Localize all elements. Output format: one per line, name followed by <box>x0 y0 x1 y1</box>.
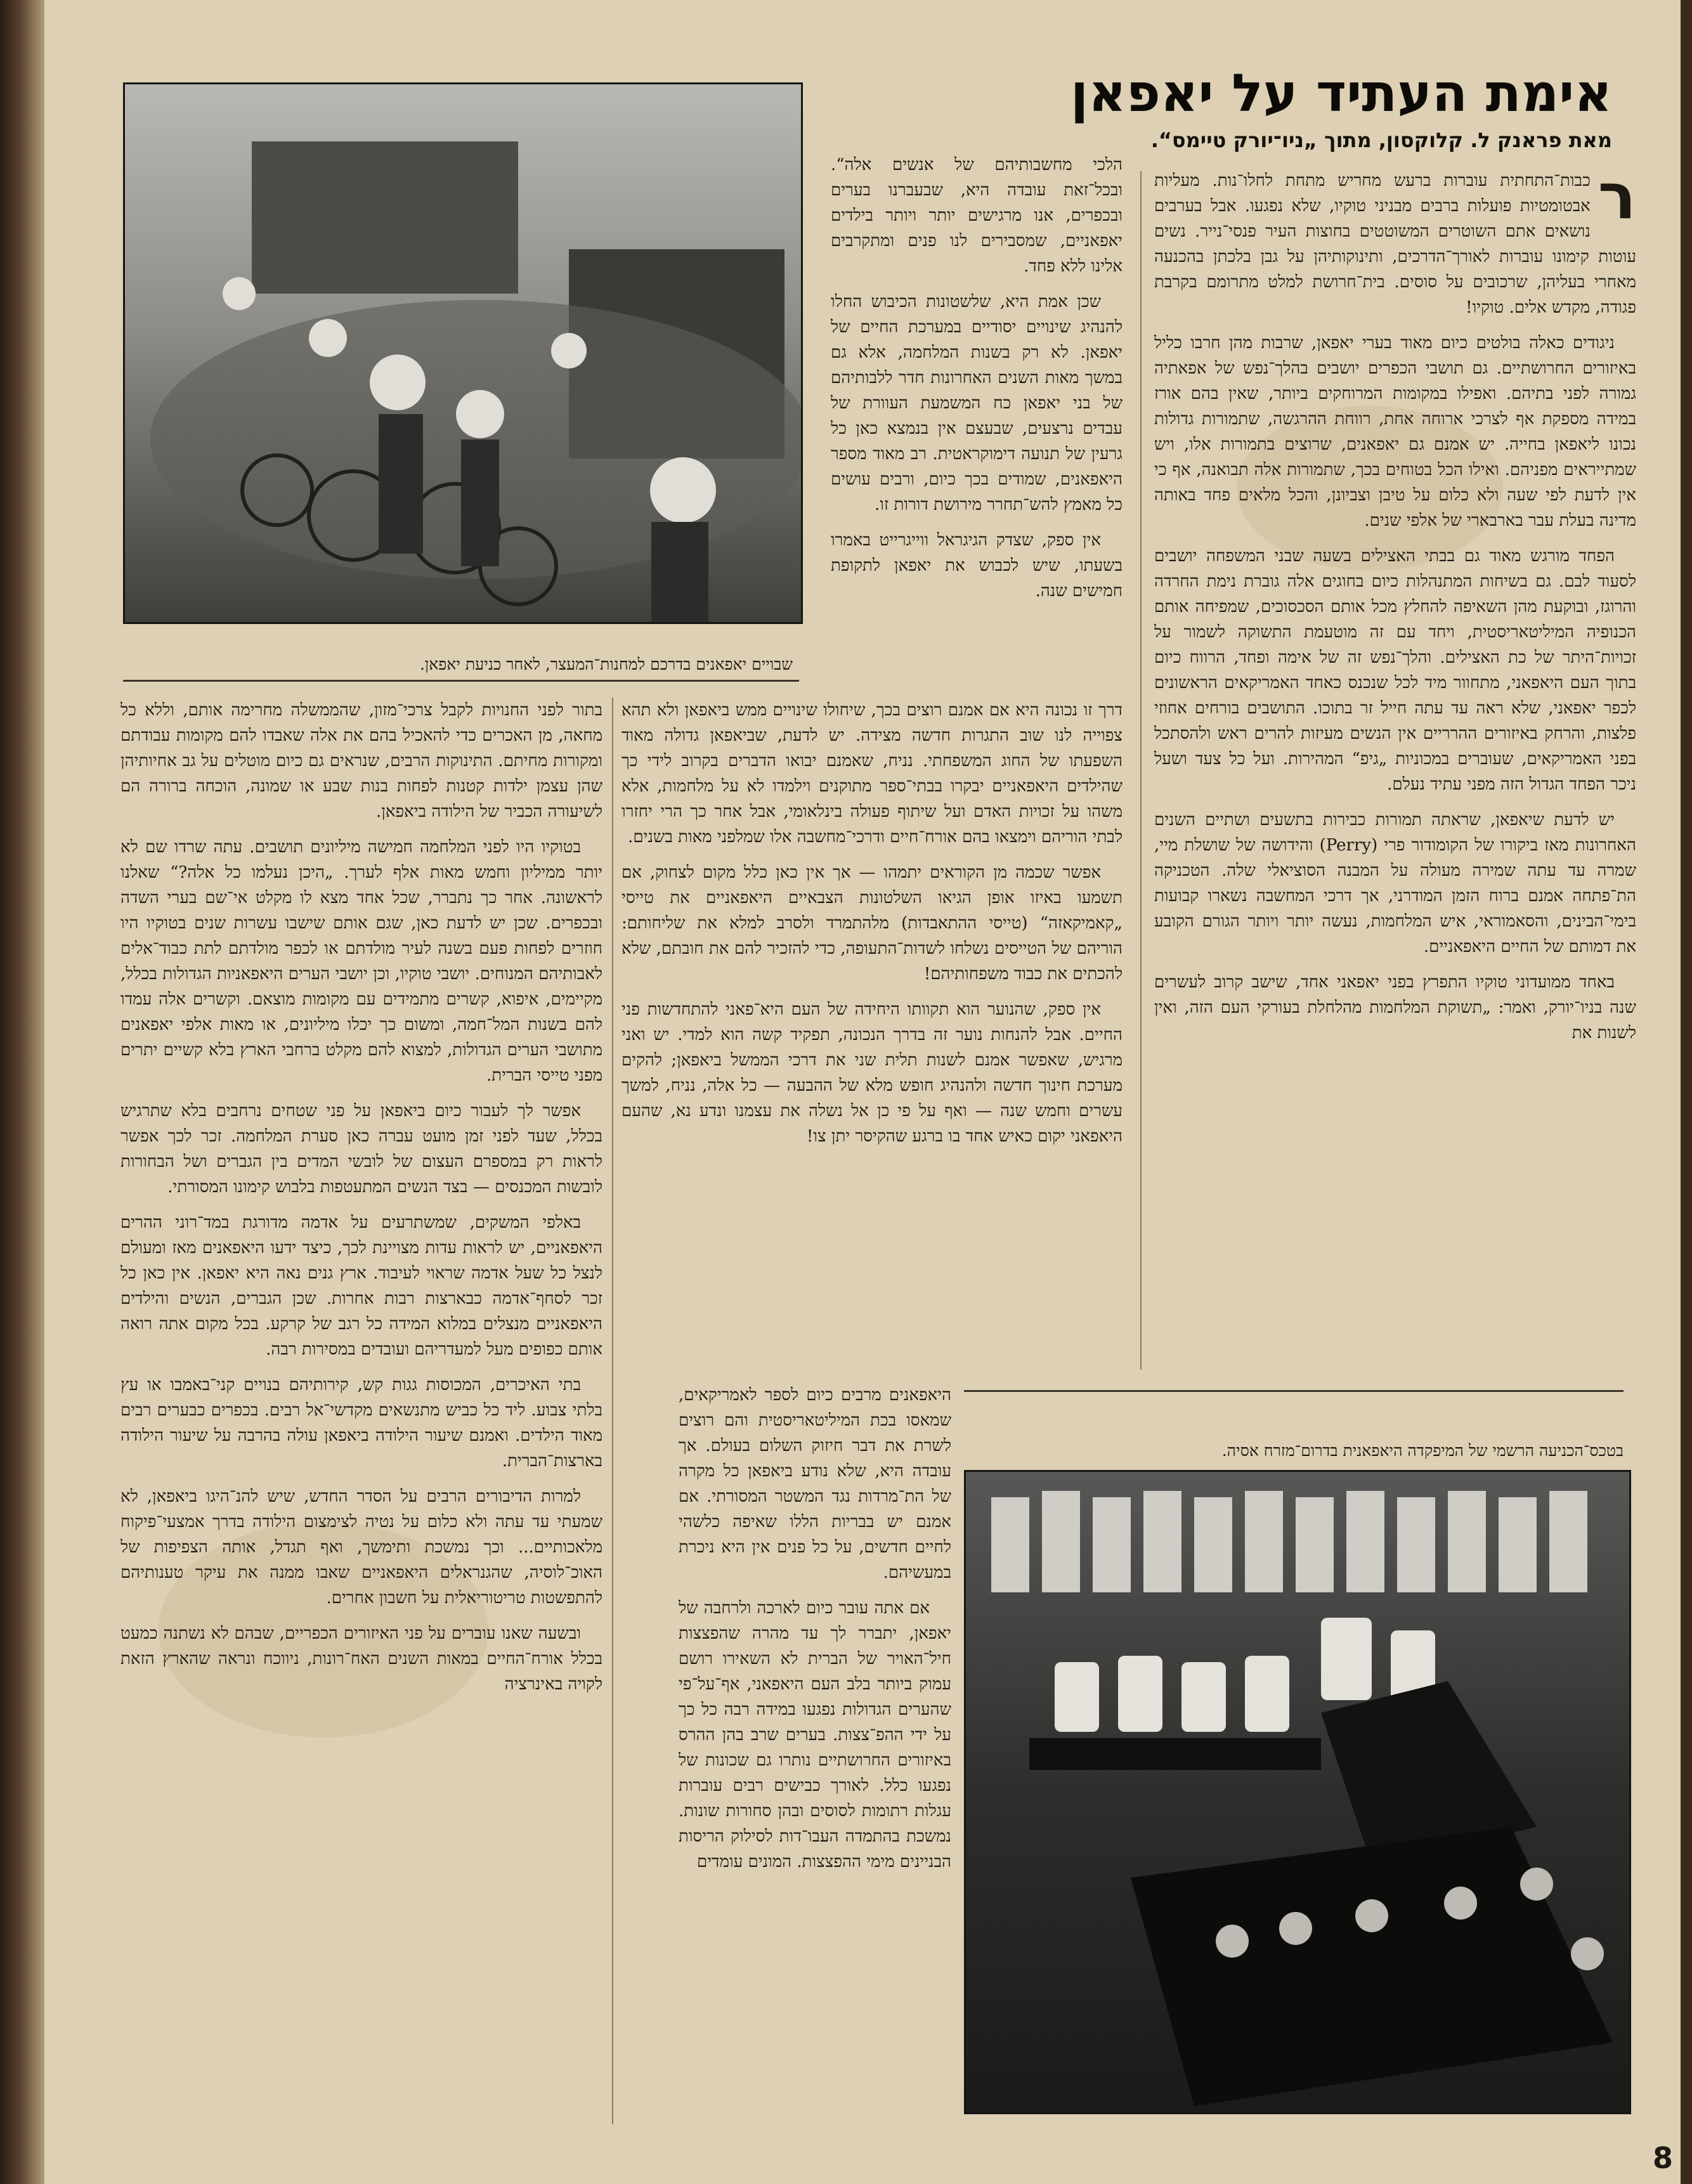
paragraph: שכן אמת היא, שלשטונות הכיבוש החלו להנהיג שינויים יסודיים במערכת החיים של יאפאן. לא רק בשנות המלחמה, אלא גם במשך מאות השנים האחרונות חדר ללבותיהם של בני יאפאן כח המשמעת העוורת של עבדים נרצעים, שבעצם אין בנמצא כאן כל גרעין של תנועה דימוקראטית. רב מאוד מספר היאפאנים, שמודים בכך כיום, ורבים עושים כל מאמץ להש־תחרר מירושת דורות זו. <box>831 292 1123 514</box>
paragraph: בתור לפני החנויות לקבל צרכי־מזון, שהממשלה מחרימה אותם, וללא כל מחאה, מן האכרים כדי להאכיל בהם את אלה שאבדו להם מקומות עבודתם ומקורות מחיתם. התינוקות הרבים, שנראים גם כיום מוטלים על גב אחיותיהן שהן עצמן ילדות קטנות לפחות בנות שבע או שמונה, הוכחה ברורה הם לשיעורה הכביר של הילודה ביאפאן. <box>120 701 602 821</box>
article-byline: מאת פראנק ל. קלוקסון, מתוך „ניו־יורק טיימס“. <box>1150 128 1612 152</box>
paragraph: באחד ממועדוני טוקיו התפרץ בפני יאפאני אחד, שישב קרוב לעשרים שנה בניו־יורק, ואמר: „תשוקת המלחמות מהלחלת בעורקי העם הזה, ואין לשנות את <box>1154 973 1636 1043</box>
paragraph: דרך זו נכונה היא אם אמנם רוצים בכך, שיחולו שינויים ממש ביאפאן ולא תהא צפוייה לנו שוב התגרות חדשה מצידה. יש לדעת, שביאפאן גדולה מאוד השפעתו של החוג המשפחתי. נניח, שאמנם יבואו הדברים בקרוב לידי כך שהילדים היאפאניים יבקרו בבתי־ספר מתוקנים וילמדו לא על מלחמות, אלא משהו על זכויות האדם ועל שיתוף פעולה בינלאומי, אבל אחר כך הרי יחזרו לבתי הוריהם וימצאו בהם אורח־חיים ודרכי־מחשבה אלו שמלפני מאות בשנים. <box>621 701 1123 847</box>
book-spine <box>0 0 51 2184</box>
drop-cap: ר <box>1598 168 1636 233</box>
paragraph: אפשר שכמה מן הקוראים יתמהו — אך אין כאן כלל מקום לצחוק, אם תשמעו באיזו אופן הגיאו השלטונות הצבאיים היאפאניים את טייסי „קאמיקאזה“ (טייסי ההתאבדות) מלהתמרד ולסרב למלא את שליחותם: הוריהם של הטייסים נשלחו לשדות־התעופה, כדי להזכיר להם את חובתם, שלא להכתים את כבוד משפחותיהם! <box>621 863 1123 984</box>
paragraph: אין ספק, שהנוער הוא תקוותו היחידה של העם היא־פאני להתחדשות פני החיים. אבל להנחות נוער זה בדרך הנכונה, תפקיד קשה הוא למדי. יש ואני מרגיש, שאפשר אמנם לשנות תלית שני את דרכי הממשל ביאפאן; להקים מערכת חינוך חדשה ולהנהיג חופש מלא של ההבעה — כל אלה, נניח, למשך עשרים וחמש שנה — ואף על פי כן אל נשלה את עצמנו ונדע נא, שהעם היאפאני יקום כאיש אחד בו ברגע שהקיסר יתן צו! <box>621 1000 1123 1146</box>
caption-rule <box>123 680 799 682</box>
paragraph: יש לדעת שיאפאן, שראתה תמורות כבירות בתשעים ושתיים השנים האחרונות מאז ביקורו של הקומודור פרי (Perry) והידושה של שושלת מיי, שמרה עד עתה שמירה מעולה על המבנה הסוציאלי שלה. הטכניקה הת־פתחה אמנם ברוח הזמן המודרני, אך דרכי המחשבה נשארו קבועות בימי־הבינים, והסאמוראי, איש המלחמות, נעשה יותר ויותר הגורם הקובע את דמותם של החיים היאפאניים. <box>1154 810 1636 956</box>
caption-rule <box>964 1390 1624 1392</box>
paragraph: ניגודים כאלה בולטים כיום מאוד בערי יאפאן, שרבות מהן חרבו כליל באיזורים החרושתיים. גם תושבי הכפרים יושבים בהלך־נפש של אפאתיה גמורה לפני בתיהם. ואפילו במקומות המרוחקים ביותר, שאין בהם אורז במידה מספקת אף לצרכי ארוחה אחת, רווחת ההרגשה, שתמורות גדולות נכונו ליאפאן בחייה. יש אמנם גם יאפאנים, שרוצים בתמורות אלו, ויש שמתייראים מפניהם. ואילו הכל בטוחים בכך, שתמורות אלה תבואנה, אף כי אין לדעת לפי שעה ולא כלום על טיבן וצביונן, והכל מלאים פחד באותה מדינה בעלת עבר בארבארי של אלפי שנים. <box>1154 334 1636 530</box>
paragraph: אין ספק, שצדק הגיגראל ווייגרייט באמרו בשעתו, שיש לכבוש את יאפאן לתקופת חמישים שנה. <box>831 531 1123 601</box>
paragraph: באלפי המשקים, שמשתרעים על אדמה מדורגת במד־רוני ההרים היאפאניים, יש לראות עדות מצויינת לכך, כיצד ידעו היאפאנים מאז ומעולם לנצל כל שעל אדמה שראוי לעיבוד. ארץ גנים נאה היא יאפאן. אין כאן כל זכר לסחף־אדמה כבארצות רבות אחרות. שכן הגברים, הנשים והילדים היאפאניים מנצלים במלוא המידה כל רגב של קרקע. בכל מקום אתה רואה אותם כפופים מעל למעדריהם ועובדים במסירות רבה. <box>120 1213 602 1359</box>
photo2-caption: בטכס־הכניעה הרשמי של המיפקדה היאפאנית בדרום־מזרח אסיה. <box>1221 1441 1624 1460</box>
paragraph: ובשעה שאנו עוברים על פני האיזורים הכפריים, שבהם לא נשתנה כמעט בכלל אורח־החיים במאות השנים האח־רונות, ניווכח ונראה שהארץ הזאת לקויה באינרציה <box>120 1624 602 1694</box>
column-divider <box>1140 171 1142 1370</box>
article-column-2 <box>831 152 1123 698</box>
column-divider <box>612 698 613 2124</box>
paragraph: כבות־התחתית עוברות ברעש מחריש מתחת לחלו־נות. מעליות אבטומטיות פועלות ברבים מבניני טוקיו, שלא נפגעו. אבל בערבים נושאים אתם השוטרים המשוטטים בחוצות העיר פנסי־נייר. נשים עוטות קימונו עוברות לאורך־הדרכים, ותינוקותיהן על גבן בלכתן בהכנעה מאחרי בעליהן, שרכובים על סוסים. בית־חרושת למלט מתרומם בקרבת פגודה, מקדש אלים. טוקיו! <box>1154 171 1636 317</box>
paragraph: בטוקיו היו לפני המלחמה חמישה מיליונים תושבים. עתה שרדו שם לא יותר ממיליון וחמש מאות אלף לערך. „היכן נעלמו כל אלה?“ שאלנו לראשונה. אחר כך נתברר, שכל אחד מצא לו מקלט אי־שם בערי השדה ובכפרים. שכן יש לדעת כאן, שגם אותם שישבו עשרות שנים בטוקיו היו חוזרים לפחות פעם בשנה לעיר מולדתם או לכפר מולדתם לתת כבוד־אלים לאבותיהם המנוחים. יושבי טוקיו, וכן יושבי הערים היאפאניות הגדולות בכלל, מקיימים, איפוא, קשרים מתמידים עם מקומות מוצאם. וקשרים אלה עמדו להם בשנות המל־חמה, ומשום כך יכלו מיליונים, או מאות אלפי יאפאנים מתושבי הערים הגדולות, למצוא להם מקלט ברחבי הארץ בלא קשיים יתרים מפני טייסי הברית. <box>120 838 602 1085</box>
paragraph: הלכי מחשבותיהם של אנשים אלה“. ובכל־זאת עובדה היא, שבעברנו בערים ובכפרים, אנו מרגישים יותר ויותר בילדים יאפאניים, שמסבירים לנו פנים ומתקרבים אלינו ללא פחד. <box>831 155 1123 276</box>
paragraph: הפחד מורגש מאוד גם בבתי האצילים בשעה שבני המשפחה יושבים לסעוד לבם. גם בשיחות המתנהלות כיום בחוגים אלה גוברת נימת החרדה והרוגז, ובוקעת מהן השאיפה להחלץ מכל אותם הסכסוכים, שמפיחה אותם הכנופיה המיליטאריסטית, ויחד עם זה מוטעמת התשוקה לשמור על זכויות־היתר של כת האצילים. והלך־נפש זה של אימה ופחד, הרווח כיום בתוך העם היאפאני, מתחוור מיד לכל שנכנס כאחד האמריקאים הראשונים לכפר יאפאני, שלא ראה עד עתה חייל זר בתוכו. התושבים בורחים אחוזי פלצות, והרחק באיזורים ההרריים אין הנשים מעיזות להרים ראש ולהסתכל בפני האמריקאים, שעוברים במכוניות „גיפ“ המהירות. ועל כל צעד ושעל ניכר הפחד הגדול הזה מפני עתיד נעלם. <box>1154 547 1636 794</box>
article-column-1 <box>1154 168 1636 1386</box>
photo-japanese-prisoners <box>123 82 803 624</box>
article-column-3 <box>621 698 1123 1370</box>
photo-ceremony-image <box>966 1472 1629 2112</box>
page-number: 8 <box>1652 2141 1673 2175</box>
article-column-3-cont <box>679 1382 951 2131</box>
photo-surrender-ceremony <box>964 1470 1631 2114</box>
photo-prisoners-image <box>125 84 801 622</box>
article-title: אימת העתיד על יאפאן <box>1071 63 1612 124</box>
paragraph: למרות הדיבורים הרבים על הסדר החדש, שיש להנ־היגו ביאפאן, לא שמעתי עד עתה ולא כלום על נטיה לצימצום הילודה בדרך אמצעי־פיקוח מלאכותיים... וכך נמשכת ותימשך, ואף תגדל, אותה הצפיפות של האוכ־לוסיה, שהגנראלים היאפאניים שאבו ממנה את עיקר טענותיהם להתפשטות טריטוריאלית על חשבון אחרים. <box>120 1487 602 1608</box>
paragraph: היאפאנים מרבים כיום לספר לאמריקאים, שמאסו בכת המיליטאריסטית והם רוצים לשרת את דבר חיזוק השלום בעולם. אך עובדה היא, שלא נודע ביאפאן כל מקרה של הת־מרדות נגד המשטר המסורתי. אם אמנם יש בבריות הללו שאיפה כלשהי לחיים חדשים, על כל פנים אין היא ניכרת במעשיהם. <box>679 1386 951 1582</box>
magazine-page <box>44 0 1681 2184</box>
article-column-4 <box>120 698 602 2156</box>
paragraph: בתי האיכרים, המכוסות גגות קש, קירותיהם בנויים קני־באמבו או עץ בלתי צבוע. ליד כל כביש מתנשאים מקדשי־אל רבים. בכפרים כבערים רבים מאוד הילדים. ואמנם שיעור הילודה ביאפאן עולה בהרבה על שיעור הילודה בארצות־הברית. <box>120 1375 602 1471</box>
paragraph: אם אתה עובר כיום לארכה ולרחבה של יאפאן, יתברר לך עד מהרה שהפצצות חיל־האויר של הברית לא השאירו רושם עמוק ביותר בלב העם היאפאני, אף־על־פי שהערים הגדולות נפגעו במידה רבה כל כך על ידי ההפ־צצות. בערים שרב בהן ההרס באיזורים החרושתיים נותרו גם שכונות של נפגעו כלל. לאורך כבישים רבים עוברות עגלות רתומות לסוסים ובהן סחורות שונות. נמשכת בהתמדה העבו־דות לסילוק הריסות הבניינים מימי ההפצצות. המונים עומדים <box>679 1599 951 1871</box>
paragraph: אפשר לך לעבור כיום ביאפאן על פני שטחים נרחבים בלא שתרגיש בכלל, שעד לפני זמן מועט עברה כאן סערת המלחמה. זכר לכך אפשר לראות רק במספרם העצום של לובשי המדים בין הגברים ושל הבחורות לובשות המכנסים — בצד הנשים המתעטפות בלבוש קימונו המסורתי. <box>120 1102 602 1197</box>
photo1-caption: שבויים יאפאנים בדרכם למחנות־המעצר, לאחר כניעת יאפאן. <box>419 655 793 673</box>
